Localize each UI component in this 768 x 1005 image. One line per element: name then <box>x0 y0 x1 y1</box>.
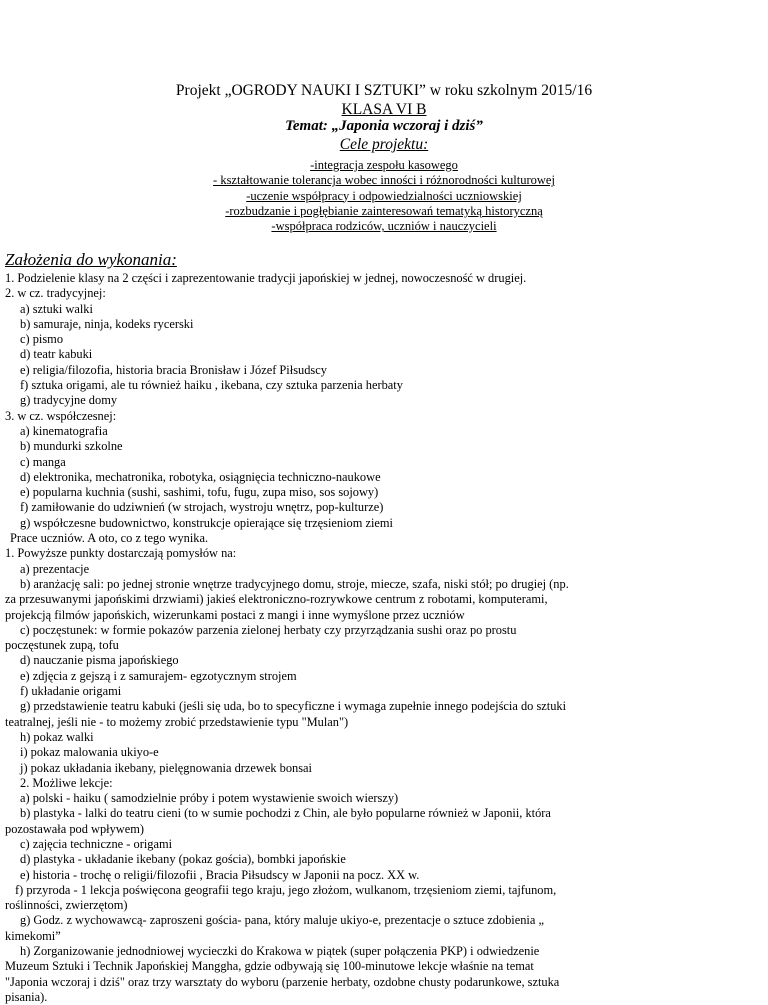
text-line: h) pokaz walki <box>20 729 94 744</box>
text-line: e) zdjęcia z gejszą i z samurajem- egzotycznym strojem <box>20 668 297 683</box>
text-line: pozostawała pod wpływem) <box>5 821 145 836</box>
class-label: KLASA VI B <box>341 101 427 118</box>
text-line: d) teatr kabuki <box>20 347 93 362</box>
text-line: g) współczesne budownictwo, konstrukcje opierające się trzęsieniom ziemi <box>20 515 393 530</box>
text-line: a) kinematografia <box>20 423 108 438</box>
topic-heading: Temat: „Japonia wczoraj i dziś” <box>285 118 483 134</box>
project-title: Projekt „OGRODY NAUKI I SZTUKI” w roku szkolnym 2015/16 <box>175 82 593 99</box>
text-line: f) przyroda - 1 lekcja poświęcona geografii tego kraju, jego złożom, wulkanom, trzęsieniom ziemi, tajfunom, <box>15 882 557 897</box>
text-line: b) plastyka - lalki do teatru cieni (to w sumie pochodzi z Chin, ale było popularne również w Japonii, która <box>20 806 551 821</box>
text-line: 2. w cz. tradycyjnej: <box>5 286 106 301</box>
text-line: e) religia/filozofia, historia bracia Bronisław i Józef Piłsudscy <box>20 362 327 377</box>
text-line: g) Godz. z wychowawcą- zaproszeni gościa- pana, który maluje ukiyo-e, prezentacje o sztuce zdobienia „ <box>20 913 544 928</box>
text-line: f) układanie origami <box>20 684 122 699</box>
text-line: g) przedstawienie teatru kabuki (jeśli się uda, bo to specyficzne i wymaga zupełnie innego podejścia do sztuki <box>20 699 567 714</box>
text-line: poczęstunek zupą, tofu <box>5 638 119 653</box>
text-line: roślinności, zwierzętom) <box>5 898 128 913</box>
text-line: pisania). <box>5 989 48 1004</box>
goal-item: -uczenie współpracy i odpowiedzialności uczniowskiej <box>246 188 522 203</box>
text-line: teatralnej, jeśli nie - to możemy zrobić przedstawienie typu "Mulan") <box>5 714 349 729</box>
text-line: e) historia - trochę o religii/filozofii , Bracia Piłsudscy w Japonii na pocz. XX w. <box>20 867 420 882</box>
text-line: 1. Podzielenie klasy na 2 części i zaprezentowanie tradycji japońskiej w jednej, nowoczesność w drugiej. <box>5 271 527 285</box>
text-line: b) samuraje, ninja, kodeks rycerski <box>20 316 194 331</box>
text-line: g) tradycyjne domy <box>20 393 118 408</box>
text-line: 3. w cz. współczesnej: <box>5 408 117 423</box>
text-line: e) popularna kuchnia (sushi, sashimi, tofu, fugu, zupa miso, sos sojowy) <box>20 485 379 500</box>
text-line: za przesuwanymi japońskimi drzwiami) jakieś elektroniczno-rozrywkowe centrum z robotami, komputerami, <box>5 592 548 607</box>
text-line: 2. Możliwe lekcje: <box>20 775 113 790</box>
assumptions-body <box>5 271 763 1005</box>
text-line: projekcją filmów japońskich, wizerunkami postaci z mangi i inne wymyślone przez uczniów <box>5 607 465 622</box>
text-line: c) manga <box>20 454 66 469</box>
text-line: f) zamiłowanie do udziwnień (w strojach, wystroju wnętrz, pop-kulturze) <box>20 500 384 515</box>
text-line: b) aranżację sali: po jednej stronie wnętrze tradycyjnego domu, stroje, miecze, szafa, niski stół; po drugiej (np. <box>20 576 569 591</box>
text-line: kimekomi” <box>5 928 61 943</box>
text-line: a) polski - haiku ( samodzielnie próby i potem wystawienie swoich wierszy) <box>20 791 399 806</box>
text-line: d) elektronika, mechatronika, robotyka, osiągnięcia techniczno-naukowe <box>20 469 381 484</box>
goal-item: - kształtowanie tolerancja wobec inności i różnorodności kulturowej <box>213 173 555 188</box>
text-line: c) zajęcia techniczne - origami <box>20 836 173 851</box>
text-line: Prace uczniów. A oto, co z tego wynika. <box>10 531 209 546</box>
goal-item: -integracja zespołu kasowego <box>310 158 458 172</box>
text-line: c) poczęstunek: w formie pokazów parzenia zielonej herbaty czy przyrządzania sushi oraz po prostu <box>20 622 517 637</box>
text-line: a) sztuki walki <box>20 301 93 316</box>
assumptions-heading: Założenia do wykonania: <box>5 250 177 269</box>
text-line: Muzeum Sztuki i Technik Japońskiej Manggha, gdzie odbywają się 100-minutowe lekcje właśnie na temat <box>5 959 534 974</box>
text-line: h) Zorganizowanie jednodniowej wycieczki do Krakowa w piątek (super połączenia PKP) i odwiedzenie <box>20 944 540 959</box>
text-line: a) prezentacje <box>20 561 90 576</box>
text-line: f) sztuka origami, ale tu również haiku , ikebana, czy sztuka parzenia herbaty <box>20 378 403 393</box>
text-line: d) plastyka - układanie ikebany (pokaz gościa), bombki japońskie <box>20 852 346 867</box>
goals-heading: Cele projektu: <box>339 136 429 153</box>
text-line: c) pismo <box>20 332 64 347</box>
text-line: b) mundurki szkolne <box>20 439 123 454</box>
text-line: "Japonia wczoraj i dziś" oraz trzy warsztaty do wyboru (parzenie herbaty, ozdobne chusty podarunkowe, sztuka <box>5 974 560 989</box>
text-line: d) nauczanie pisma japońskiego <box>20 653 179 668</box>
goal-item: -rozbudzanie i pogłębianie zainteresowań tematyką historyczną <box>225 203 543 218</box>
text-line: j) pokaz układania ikebany, pielęgnowania drzewek bonsai <box>20 760 312 775</box>
goal-item: -współpraca rodziców, uczniów i nauczycieli <box>271 219 497 234</box>
text-line: 1. Powyższe punkty dostarczają pomysłów na: <box>5 546 237 561</box>
text-line: i) pokaz malowania ukiyo-e <box>20 745 159 760</box>
goals-list <box>0 158 768 234</box>
